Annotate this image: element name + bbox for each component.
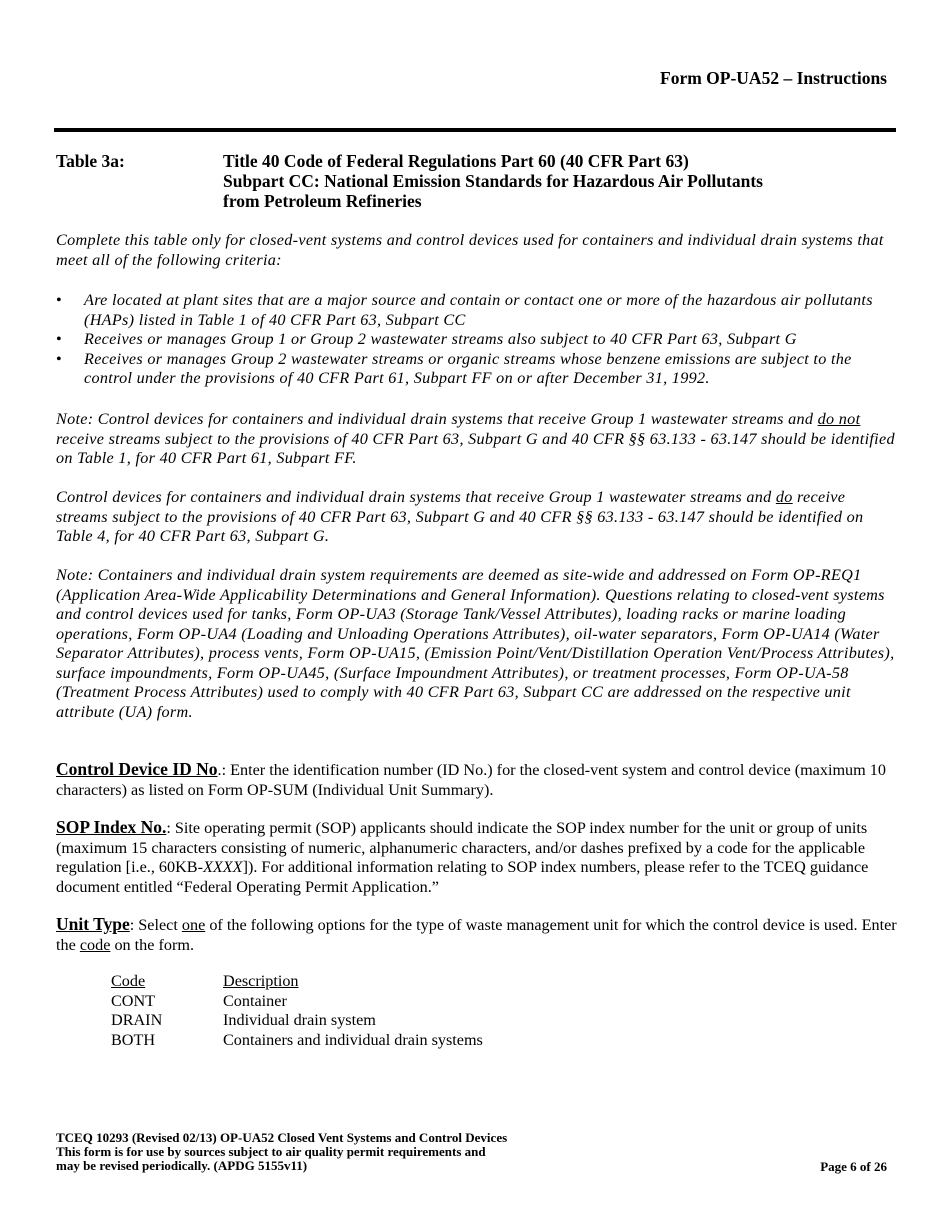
unit-type-section: Unit Type: Select one of the following options for the type of waste management unit for which the control device is used. Enter the code on the form. [56,914,897,954]
sop-index-heading: SOP Index No. [56,817,167,837]
unit-type-code-table [111,972,483,1051]
table-row: CONT Container [111,991,287,1010]
table-title [223,151,903,211]
note-table1: Note: Control devices for containers and individual drain systems that receive Group 1 wastewater streams and do not receive streams subject to the provisions of 40 CFR Part 63, Subpart G and 40 CFR §§ 63.133 - 63.147 should be identified on Table 1, for 40 CFR Part 61, Subpart FF. [56,410,895,467]
table-title-line: Subpart CC: National Emission Standards for Hazardous Air Pollutants [223,171,763,191]
unit-type-heading: Unit Type [56,914,130,934]
control-device-section: Control Device ID No.: Enter the identification number (ID No.) for the closed-vent system and control device (maximum 10 characters) as listed on Form OP-SUM (Individual Unit Summary). [56,759,886,799]
intro-paragraph: Complete this table only for closed-vent systems and control devices used for containers and individual drain systems that meet all of the following criteria: [56,231,884,269]
control-device-heading: Control Device ID No [56,759,218,779]
criteria-list [56,291,898,389]
footer-form-info: TCEQ 10293 (Revised 02/13) OP-UA52 Closed Vent Systems and Control Devices This form is for use by sources subject to air quality permit requirements and may be revised periodically. (APDG 5155v11) [56,1130,508,1173]
table-label: Table 3a: [56,151,125,171]
bullet-icon: • [56,330,62,348]
page-number: Page 6 of 26 [820,1159,887,1174]
table-row: BOTH Containers and individual drain systems [111,1031,483,1050]
description-column-header: Description [223,972,299,990]
code-column-header: Code [111,972,146,990]
table-row: DRAIN Individual drain system [111,1011,376,1030]
table-title-line: from Petroleum Refineries [223,191,422,211]
sop-index-section: SOP Index No.: Site operating permit (SOP) applicants should indicate the SOP index number for the unit or group of units (maximum 15 characters consisting of numeric, alphanumeric characters, and/or dashes prefixed by a code for the applicable regulation [i.e., 60KB-XXXX]). For additional information relating to SOP index numbers, please refer to the TCEQ guidance document entitled “Federal Operating Permit Application.” [56,817,869,896]
header-divider [54,128,896,132]
table-title-line: Title 40 Code of Federal Regulations Part 60 (40 CFR Part 63) [223,151,689,171]
list-item: • Are located at plant sites that are a major source and contain or contact one or more of the hazardous air pollutants (HAPs) listed in Table 1 of 40 CFR Part 63, Subpart CC [56,291,873,329]
note-site-wide: Note: Containers and individual drain system requirements are deemed as site-wide and addressed on Form OP-REQ1 (Application Area-Wide Applicability Determinations and General Information). Questions relating to closed-vent systems and control devices used for tanks, Form OP-UA3 (Storage Tank/Vessel Attributes), loading racks or marine loading operations, Form OP-UA4 (Loading and Unloading Operations Attributes), oil-water separators, Form OP-UA14 (Water Separator Attributes), process vents, Form OP-UA15, (Emission Point/Vent/Distillation Operation Vent/Process Attributes), surface impoundments, Form OP-UA45, (Surface Impoundment Attributes), or treatment processes, Form OP-UA-58 (Treatment Process Attributes) used to comply with 40 CFR Part 63, Subpart CC are addressed on the respective unit attribute (UA) form. [56,566,895,721]
bullet-icon: • [56,349,62,368]
list-item: • Receives or manages Group 2 wastewater streams or organic streams whose benzene emissions are subject to the control under the provisions of 40 CFR Part 61, Subpart FF on or after December 31, 1992. [56,349,852,387]
bullet-icon: • [56,291,62,309]
note-table4: Control devices for containers and individual drain systems that receive Group 1 wastewater streams and do receive streams subject to the provisions of 40 CFR Part 63, Subpart G and 40 CFR §§ 63.133 - 63.147 should be identified on Table 4, for 40 CFR Part 63, Subpart G. [56,488,864,545]
list-item: • Receives or manages Group 1 or Group 2 wastewater streams also subject to 40 CFR Part 63, Subpart G [56,330,797,348]
table-header-row [111,972,483,992]
form-title: Form OP-UA52 – Instructions [660,68,887,88]
